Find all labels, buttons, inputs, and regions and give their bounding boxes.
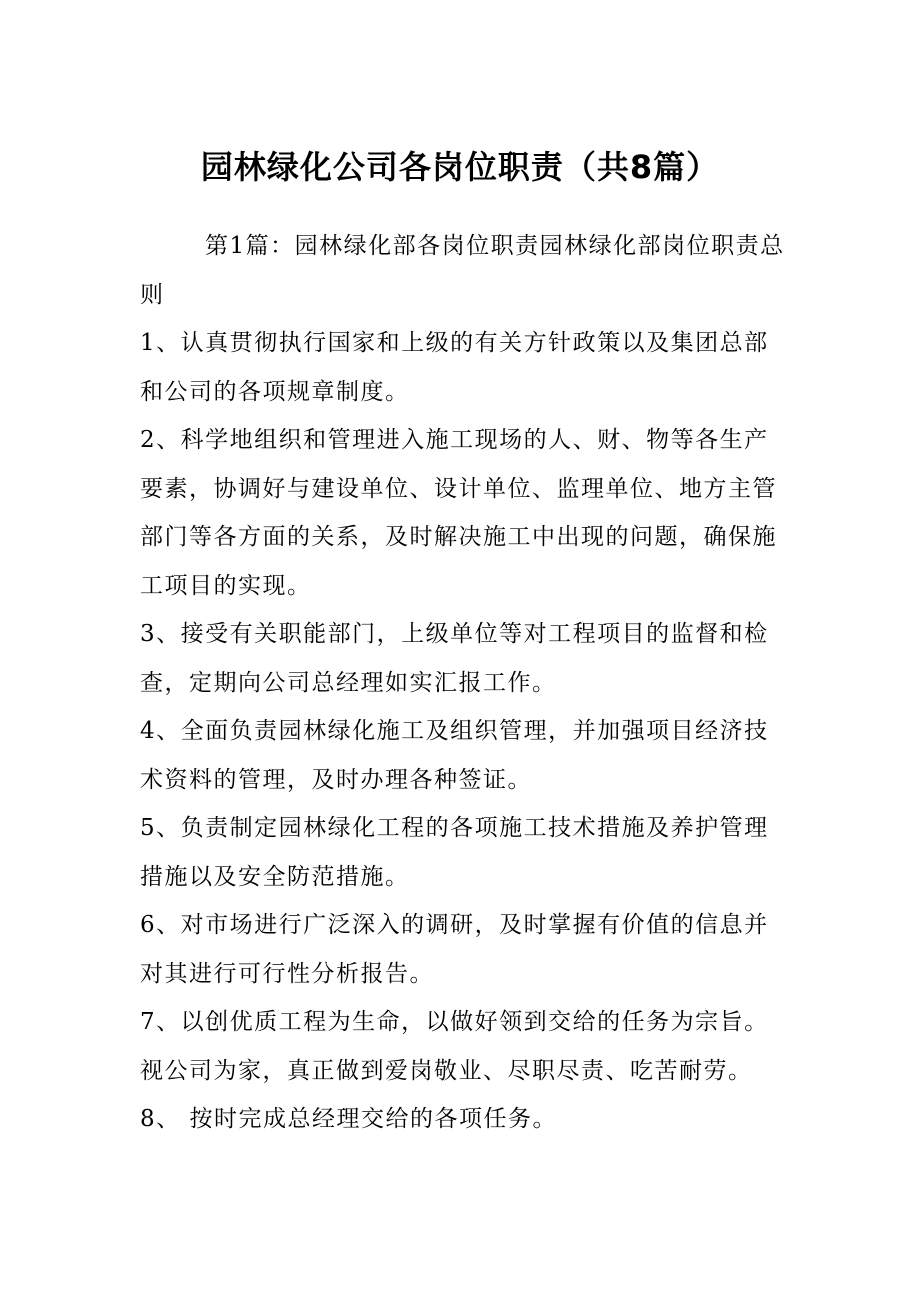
list-item-4: 4、全面负责园林绿化施工及组织管理，并加强项目经济技术资料的管理，及时办理各种签证。 — [140, 718, 769, 793]
list-item-2: 2、科学地组织和管理进入施工现场的人、财、物等各生产要素，协调好与建设单位、设计单位、监理单位、地方主管部门等各方面的关系，及时解决施工中出现的问题，确保施工项目的实现。 — [140, 427, 777, 599]
list-item-7: 7、以创优质工程为生命，以做好领到交给的任务为宗旨。 — [140, 1009, 769, 1035]
section-heading-paragraph: 第1篇：园林绿化部各岗位职责园林绿化部岗位职责总 — [205, 233, 785, 259]
list-item-1: 1、认真贯彻执行国家和上级的有关方针政策以及集团总部和公司的各项规章制度。 — [140, 330, 769, 405]
paragraph: 则 — [140, 281, 165, 308]
list-item-3: 3、接受有关职能部门，上级单位等对工程项目的监督和检查，定期向公司总经理如实汇报工作。 — [140, 621, 769, 696]
list-item-6: 6、对市场进行广泛深入的调研，及时掌握有价值的信息并对其进行可行性分析报告。 — [140, 912, 769, 987]
paragraph: 视公司为家，真正做到爱岗敬业、尽职尽责、吃苦耐劳。 — [140, 1057, 753, 1084]
list-item-5: 5、负责制定园林绿化工程的各项施工技术措施及养护管理措施以及安全防范措施。 — [140, 815, 769, 890]
document-title: 园林绿化公司各岗位职责（共8篇） — [200, 148, 720, 186]
document-body — [140, 222, 785, 1144]
list-item-8: 8、 按时完成总经理交给的各项任务。 — [140, 1106, 557, 1132]
